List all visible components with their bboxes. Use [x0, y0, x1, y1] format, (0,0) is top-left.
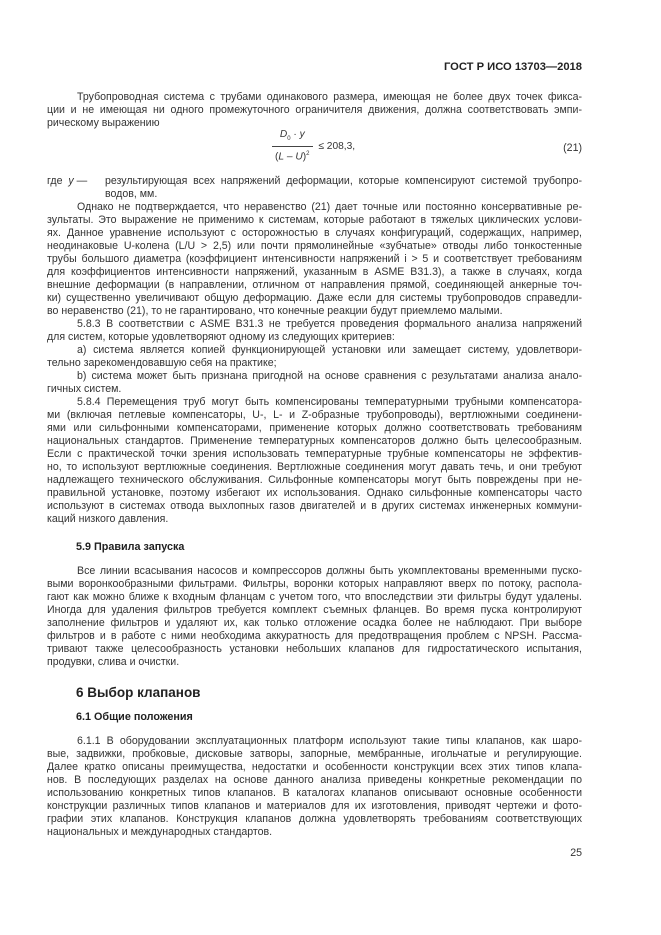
where-label: где y — — [47, 175, 88, 187]
section-heading-6: 6 Выбор клапанов — [76, 685, 201, 700]
text-line: рическому выражению — [47, 117, 160, 129]
equation-number: (21) — [563, 142, 582, 154]
text-line: гают как можно ближе к входным фланцам с учетом того, что впоследствии эти фильтры будут удалены. — [47, 591, 582, 603]
text-line: продувки, слива и очистки. — [47, 656, 180, 668]
formula-fraction — [272, 128, 313, 164]
text-line: a) система является копией функционирующей установки или замещает систему, удовлетвори- — [77, 344, 582, 356]
text-line: 5.8.4 Перемещения труб могут быть компенсированы температурными трубными компенсатора- — [77, 396, 582, 408]
text-line: нов. В последующих разделах на основе данного анализа приведены конкретные рекомендации по — [47, 774, 582, 786]
page-number: 25 — [570, 847, 582, 859]
text-line: вые, задвижки, пробковые, дисковые затворы, запорные, мембранные, игольчатые и регулирующие. — [47, 748, 582, 760]
text-line: выми воронкообразными фильтрами. Фильтры, воронки которых направляют вверх по потоку, распола- — [47, 578, 582, 590]
text-line: ях. Данное уравнение используют с осторожностью в случаях конфигураций, содержащих, например, — [47, 227, 582, 239]
text-line: неодинаковые U-колена (L/U > 2,5) или почти прямолинейные «зубчатые» отводы либо тонкостенные — [47, 240, 582, 252]
text-line: используют в системах отвода выхлопных газов двигателей и в других системах инженерных коммуни- — [47, 500, 582, 512]
text-line: каций низкого давления. — [47, 513, 169, 525]
text-line: Все линии всасывания насосов и компрессоров должны быть укомплектованы временными пуско- — [77, 565, 582, 577]
text-line: заполнение фильтров и удаляют их, как только отложение осадка более не наблюдают. При выборе — [47, 617, 582, 629]
text-line: национальных и международных стандартов. — [47, 826, 273, 838]
text-line: 6.1.1 В оборудовании эксплуатационных платформ используют такие типы клапанов, как шаро- — [77, 735, 582, 747]
text-line: использованию конкретных типов клапанов. В каталогах клапанов описывают основные особенности — [47, 787, 582, 799]
text-line: трубы большого диаметра (коэффициент интенсивности напряжений i > 5 и соответствует требованиям — [47, 253, 582, 265]
text-line: Иногда для удаления фильтров требуется комплект съемных фланцев. Во время пуска контролируют — [47, 604, 582, 616]
text-line: конструкции различных типов клапанов и материалов для их изготовления, приводят чертежи и фото- — [47, 800, 582, 812]
section-heading-6-1: 6.1 Общие положения — [76, 711, 193, 723]
text-line: зультаты. Это выражение не применимо к системам, которые работают в тяжелых циклических услови- — [47, 214, 582, 226]
text-line: ции и не имеющая ни одного промежуточного ограничителя движения, должна соответствовать эмпи- — [47, 104, 582, 116]
where-text-line: водов, мм. — [105, 188, 158, 200]
text-line: гичных систем. — [47, 383, 122, 395]
text-line: Трубопроводная система с трубами одинакового размера, имеющая не более двух точек фикса- — [77, 91, 582, 103]
text-line: графии этих клапанов. Конструкция клапанов должна удовлетворять требованиям соответствующих — [47, 813, 582, 825]
text-line: надлежащего технического обслуживания. Сильфонные компенсаторы могут быть повреждены при не- — [47, 474, 582, 486]
text-line: b) система может быть признана пригодной на основе сравнения с результатами анализа анало- — [77, 370, 582, 382]
formula-denominator: (L – U)$^2$ — [275, 151, 310, 163]
section-heading-5-9: 5.9 Правила запуска — [76, 541, 185, 553]
text-line: во неравенство (21), то не гарантировано, что конечные реакции будут приемлемо малыми. — [47, 305, 503, 317]
text-line: Далее кратко описаны преимущества, недостатки и особенности конструкции всех этих типов клапа- — [47, 761, 582, 773]
text-line: тривают также целесообразность установки небольших клапанов для гидростатического испытания, — [47, 643, 582, 655]
text-line: фильтров и в работе с ними необходима аккуратность для предотвращения проблем с NPSH. Рассма- — [47, 630, 582, 642]
text-line: ки) существенно увеличивают общую деформацию. Даже если для системы трубопроводов справедли- — [47, 292, 582, 304]
text-line: 5.8.3 В соответствии с ASME B31.3 не требуется проведения формального анализа напряжений — [77, 318, 582, 330]
text-line: национальных стандартов. Применение температурных компенсаторов должно быть целесообразным. — [47, 435, 582, 447]
text-line: для систем, которые удовлетворяют одному из следующих критериев: — [47, 331, 395, 343]
text-line: Если с практической точки зрения использовать температурные трубные компенсаторы не эффектив- — [47, 448, 582, 460]
text-line: для коэффициентов интенсивности напряжений, указанным в ASME B31.3), а также в случаях, когда — [47, 266, 582, 278]
standard-designation: ГОСТ Р ИСО 13703—2018 — [443, 61, 582, 73]
formula-numerator: $D_0 \cdot y$ — [272, 128, 313, 147]
text-line: Однако не подтверждается, что неравенство (21) дает точные или постоянно консервативные ре- — [77, 201, 582, 213]
formula-relation: ≤ 208,3, — [318, 140, 356, 152]
text-line: тельно зарекомендовавшую себя на практике; — [47, 357, 277, 369]
text-line: ми (включая петлевые компенсаторы, U-, L- и Z-образные трубопроводы), вертлюжными соединени- — [47, 409, 582, 421]
text-line: правильной установке, поэтому избегают их использования. Однако сильфонные компенсаторы часто — [47, 487, 582, 499]
formula-21 — [272, 128, 355, 164]
text-line: внешние деформации (в направлении, отличном от направления прямой, соединяющей анкерные точ- — [47, 279, 582, 291]
text-line: ями или сильфонными компенсаторами, применение которых должно соответствовать требованиям — [47, 422, 582, 434]
where-text-line: результирующая всех напряжений деформации, которые компенсируют системой трубопро- — [105, 175, 582, 187]
text-line: но, то используют вертлюжные соединения. Вертлюжные соединения могут давать течь, и они требуют — [47, 461, 582, 473]
